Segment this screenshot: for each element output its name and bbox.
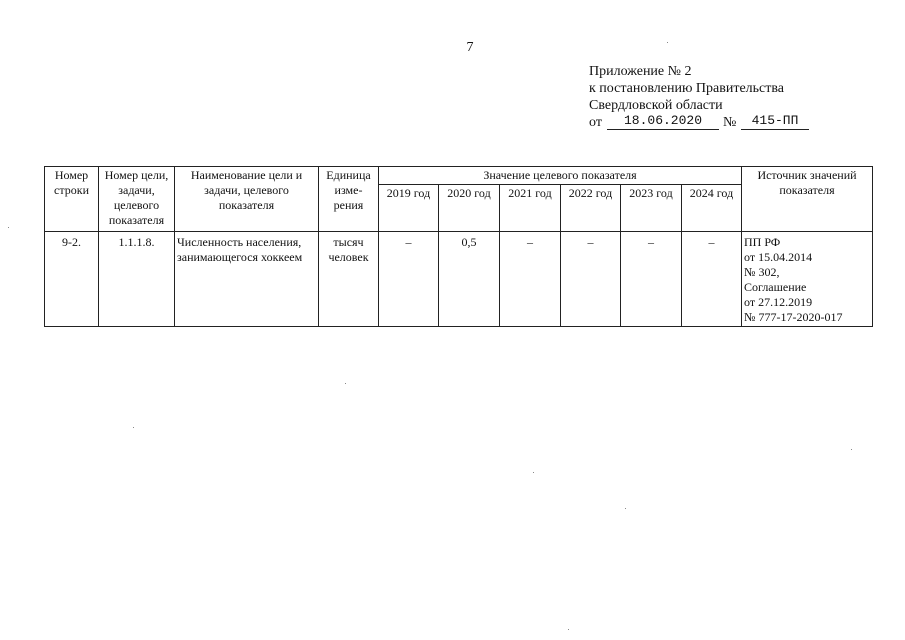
source-line: ПП РФ (744, 235, 781, 249)
table-row (45, 232, 873, 327)
source-line: № 777-17-2020-017 (744, 310, 843, 324)
scan-speck (345, 383, 346, 384)
cell-source (742, 232, 873, 327)
cell-value-2020: 0,5 (439, 232, 500, 327)
appendix-reference-line (589, 114, 889, 132)
header-year-2022: 2022 год (561, 185, 621, 232)
header-year-2020: 2020 год (439, 185, 500, 232)
page-number: 7 (466, 40, 474, 55)
number-value: 415-ПП (741, 112, 809, 130)
header-name: Наименование цели и задачи, целевого показателя (175, 167, 319, 232)
appendix-resolution-line: к постановлению Правительства (589, 81, 785, 96)
header-unit: Единица изме-рения (319, 167, 379, 232)
source-line: № 302, (744, 265, 780, 279)
scan-speck (8, 227, 9, 228)
source-line: от 15.04.2014 (744, 250, 813, 264)
header-year-2023: 2023 год (621, 185, 682, 232)
appendix-header (589, 63, 889, 132)
scan-speck (133, 427, 134, 428)
scan-speck (533, 472, 534, 473)
source-line: Соглашение (744, 280, 807, 294)
cell-value-2019: – (379, 232, 439, 327)
appendix-region-line: Свердловской области (589, 98, 723, 113)
date-value: 18.06.2020 (607, 112, 719, 130)
header-year-2021: 2021 год (500, 185, 561, 232)
scan-speck (851, 449, 852, 450)
cell-unit: тысяч человек (319, 232, 379, 327)
header-source: Источник значений показателя (742, 167, 873, 232)
header-value-group: Значение целевого показателя (379, 167, 742, 185)
number-prefix: № (723, 115, 737, 130)
header-goal-number: Номер цели, задачи, целевого показателя (99, 167, 175, 232)
scan-speck (625, 508, 626, 509)
header-year-2019: 2019 год (379, 185, 439, 232)
scan-speck (568, 629, 569, 630)
cell-row-number: 9-2. (45, 232, 99, 327)
appendix-title: Приложение № 2 (589, 64, 692, 79)
source-line: от 27.12.2019 (744, 295, 813, 309)
cell-goal-number: 1.1.1.8. (99, 232, 175, 327)
cell-value-2022: – (561, 232, 621, 327)
cell-value-2024: – (682, 232, 742, 327)
target-indicators-table (44, 166, 873, 327)
date-prefix: от (589, 115, 602, 130)
cell-value-2023: – (621, 232, 682, 327)
cell-name: Численность населения, занимающегося хоккеем (175, 232, 319, 327)
header-year-2024: 2024 год (682, 185, 742, 232)
scan-speck (667, 42, 668, 43)
header-row-number: Номер строки (45, 167, 99, 232)
cell-value-2021: – (500, 232, 561, 327)
